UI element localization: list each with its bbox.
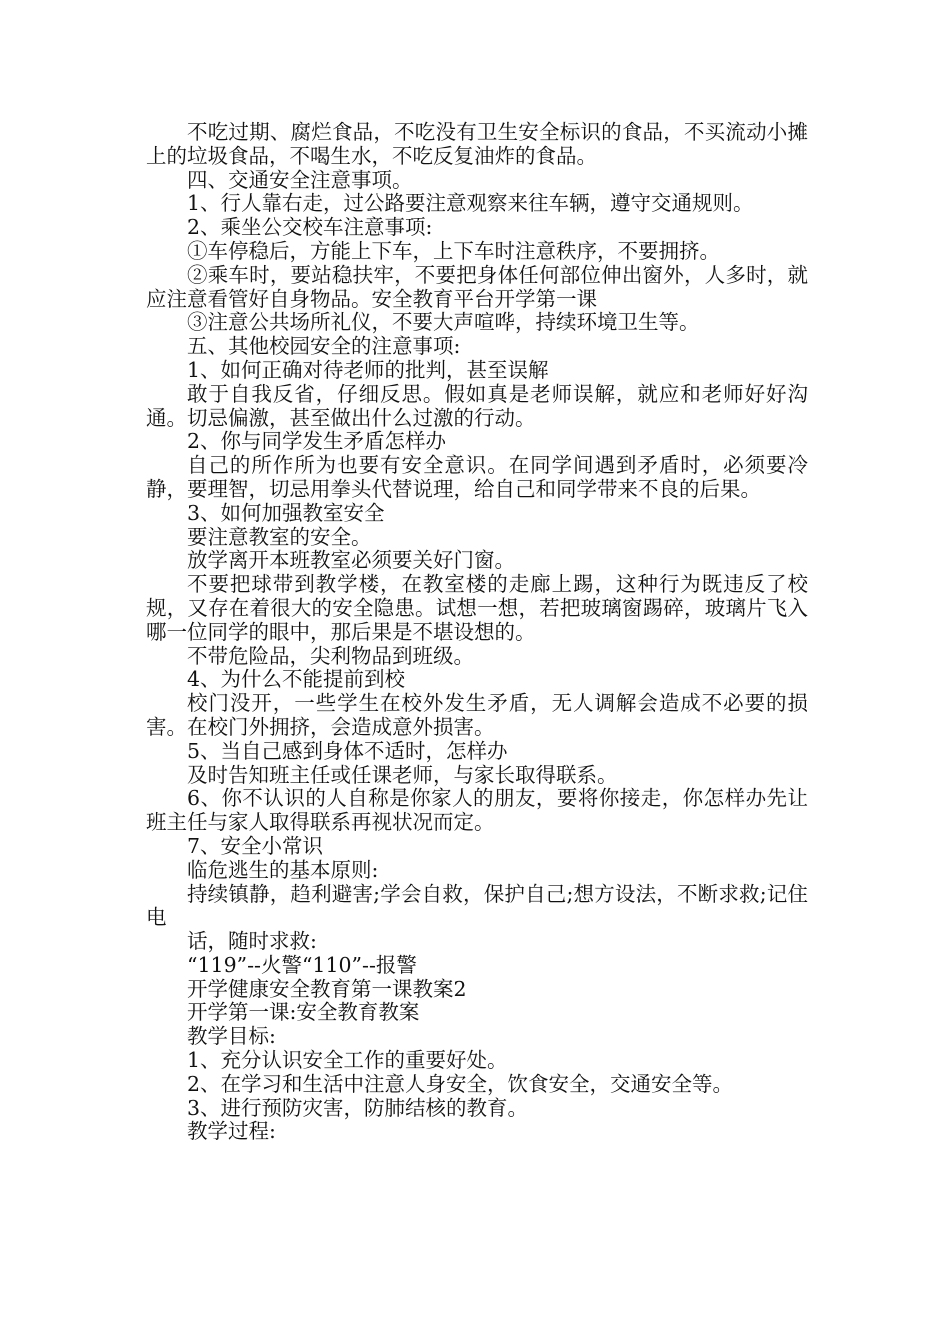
paragraph: 及时告知班主任或任课老师，与家长取得联系。 — [187, 762, 618, 787]
objective-item: 2、在学习和生活中注意人身安全，饮食安全，交通安全等。 — [187, 1071, 734, 1096]
paragraph: 自己的所作所为也要有安全意识。在同学间遇到矛盾时，必须要冷静，要理智，切忌用拳头代替说理，给自己和同学带来不良的后果。 — [146, 453, 808, 501]
paragraph: ③注意公共场所礼仪，不要大声喧哗，持续环境卫生等。 — [187, 310, 700, 335]
paragraph: 敢于自我反省，仔细反思。假如真是老师误解，就应和老师好好沟通。切忌偏激，甚至做出什么过激的行动。 — [146, 381, 808, 430]
lesson-plan-subtitle: 开学第一课:安全教育教案 — [187, 1000, 420, 1025]
paragraph: 7、安全小常识 — [187, 833, 324, 858]
emergency-numbers: “119”--火警“110”--报警 — [187, 952, 417, 977]
paragraph: 不要把球带到教学楼，在教室楼的走廊上踢，这种行为既违反了校规，又存在着很大的安全隐患。试想一想，若把玻璃窗踢碎，玻璃片飞入哪一位同学的眼中，那后果是不堪设想的。 — [146, 572, 808, 644]
lesson-plan-title: 开学健康安全教育第一课教案2 — [187, 976, 467, 1001]
objective-item: 1、充分认识安全工作的重要好处。 — [187, 1048, 508, 1073]
paragraph: 5、当自己感到身体不适时，怎样办 — [187, 738, 508, 763]
paragraph: 放学离开本班教室必须要关好门窗。 — [187, 548, 515, 573]
section-heading-traffic-safety: 四、交通安全注意事项。 — [187, 167, 413, 192]
paragraph: 不吃过期、腐烂食品，不吃没有卫生安全标识的食品，不买流动小摊上的垃圾食品，不喝生水，不吃反复油炸的食品。 — [146, 120, 808, 168]
teaching-objectives-heading: 教学目标: — [187, 1024, 276, 1049]
paragraph: 不带危险品，尖利物品到班级。 — [187, 643, 474, 668]
paragraph: 持续镇静，趋利避害;学会自救，保护自己;想方设法，不断求救;记住电 — [146, 881, 808, 930]
paragraph: 1、如何正确对待老师的批判，甚至误解 — [187, 357, 549, 382]
paragraph: ①车停稳后，方能上下车，上下车时注意秩序，不要拥挤。 — [187, 238, 720, 263]
document-page — [146, 121, 808, 1144]
teaching-process-heading: 教学过程: — [187, 1119, 276, 1144]
paragraph: 4、为什么不能提前到校 — [187, 667, 406, 692]
section-heading-campus-safety: 五、其他校园安全的注意事项: — [187, 334, 461, 359]
paragraph: ②乘车时，要站稳扶牢，不要把身体任何部位伸出窗外，人多时，就应注意看管好自身物品。安全教育平台开学第一课 — [146, 262, 808, 311]
objective-item: 3、进行预防灾害，防肺结核的教育。 — [187, 1095, 529, 1120]
paragraph: 校门没开，一些学生在校外发生矛盾，无人调解会造成不必要的损害。在校门外拥挤，会造成意外损害。 — [146, 691, 808, 739]
paragraph: 临危逃生的基本原则: — [187, 857, 379, 882]
paragraph: 要注意教室的安全。 — [187, 524, 372, 549]
paragraph: 6、你不认识的人自称是你家人的朋友，要将你接走，你怎样办先让班主任与家人取得联系再视状况而定。 — [146, 786, 808, 835]
paragraph: 1、行人靠右走，过公路要注意观察来往车辆，遵守交通规则。 — [187, 191, 754, 216]
paragraph: 2、乘坐公交校车注意事项: — [187, 215, 433, 240]
paragraph: 2、你与同学发生矛盾怎样办 — [187, 429, 447, 454]
paragraph: 3、如何加强教室安全 — [187, 500, 385, 525]
paragraph: 话，随时求救: — [187, 929, 317, 954]
